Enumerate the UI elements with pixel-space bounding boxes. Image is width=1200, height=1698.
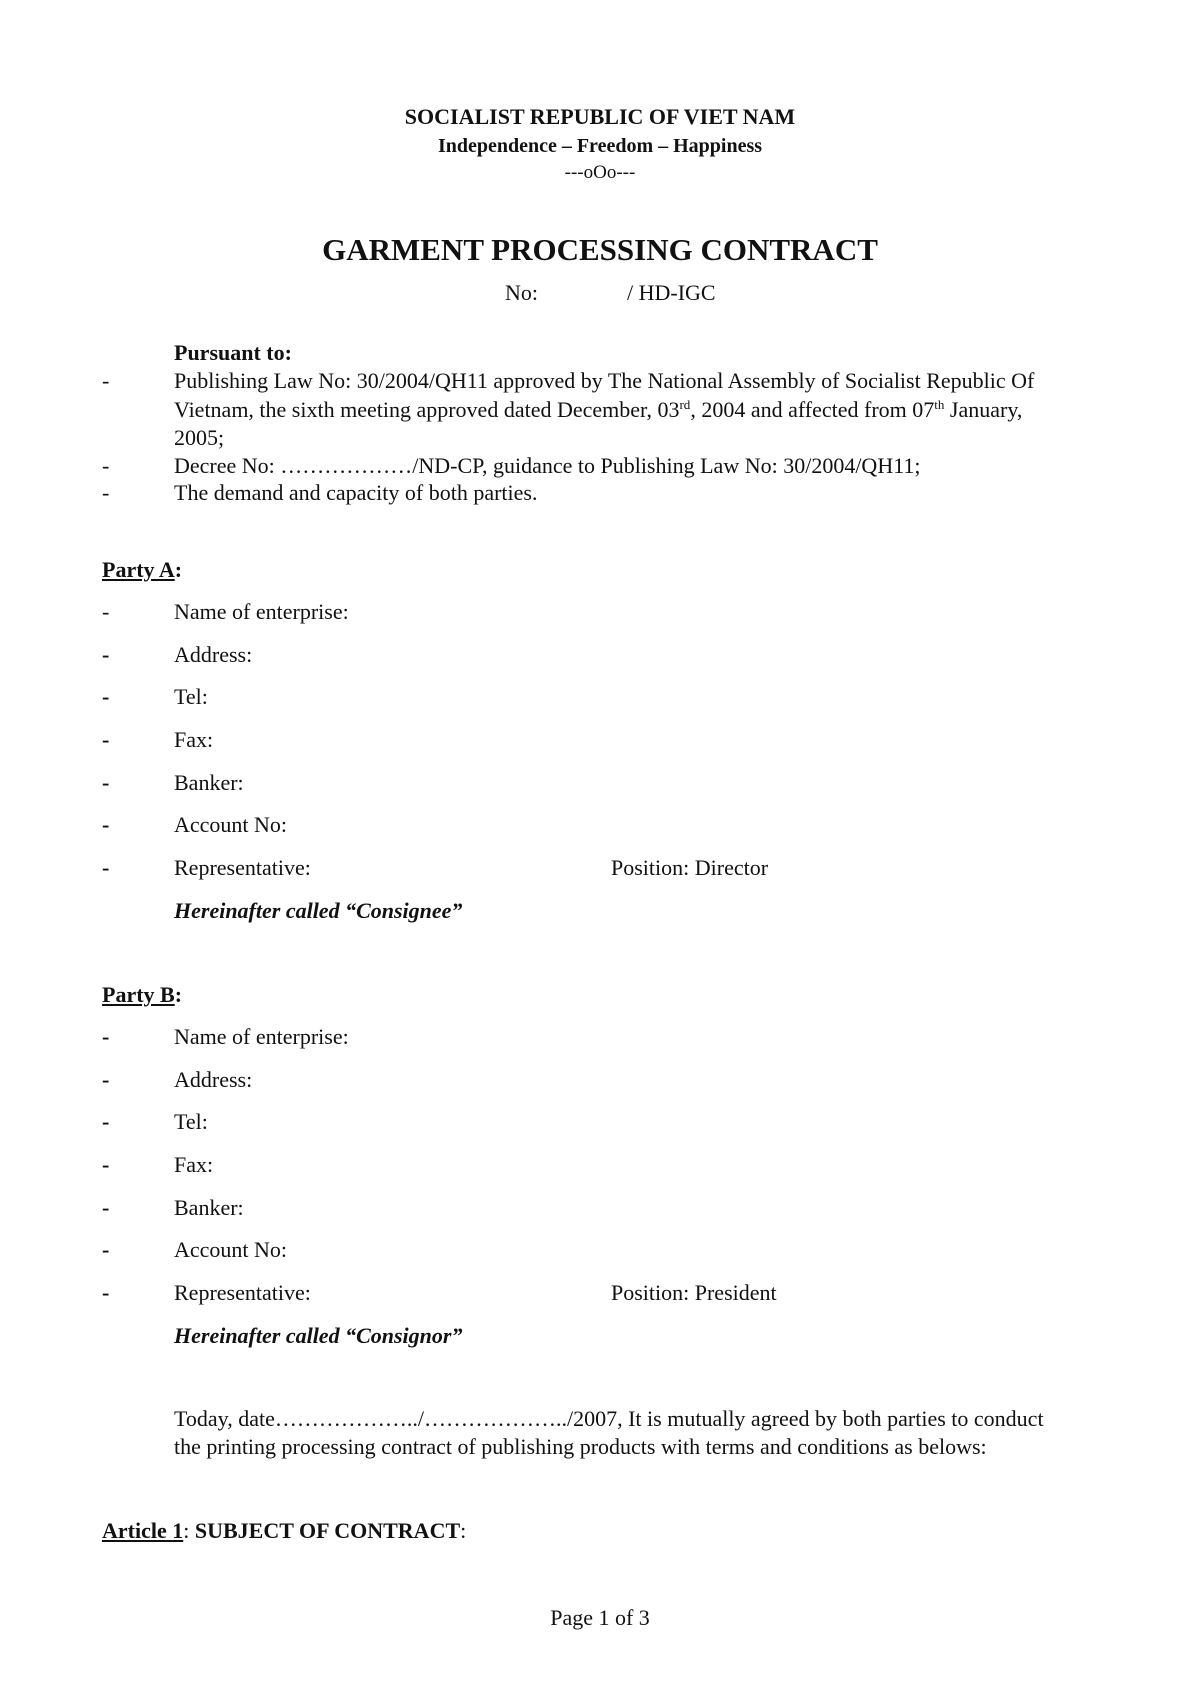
party-b-called: Hereinafter called “Consignor” — [174, 1323, 463, 1348]
bullet-dash: - — [102, 453, 110, 478]
law-text: , 2004 and affected from 07 — [690, 397, 935, 422]
party-b-label: Party B — [102, 982, 175, 1007]
party-a-enterprise-name: Name of enterprise: — [174, 599, 349, 624]
party-b-account-no: Account No: — [174, 1237, 288, 1262]
bullet-dash: - — [102, 727, 110, 752]
heading-colon: : — [174, 982, 183, 1007]
party-a-account-no: Account No: — [174, 812, 288, 837]
ordinal-suffix: th — [934, 397, 945, 412]
publishing-law-line-1: Publishing Law No: 30/2004/QH11 approved by The National Assembly of Socialist Republic Of — [174, 368, 1035, 393]
demand-line: The demand and capacity of both parties. — [174, 480, 538, 505]
country-name: SOCIALIST REPUBLIC OF VIET NAM — [404, 104, 796, 129]
agreement-line-1: Today, date………………../………………../2007, It is mutually agreed by both parties to conduct — [174, 1406, 1044, 1431]
ornament: ---oOo--- — [564, 162, 636, 183]
publishing-law-line-3: 2005; — [174, 425, 225, 450]
law-text: January, — [944, 397, 1023, 422]
bullet-dash: - — [102, 770, 110, 795]
party-b-enterprise-name: Name of enterprise: — [174, 1024, 349, 1049]
bullet-dash: - — [102, 1280, 110, 1305]
party-a-called: Hereinafter called “Consignee” — [174, 898, 463, 923]
bullet-dash: - — [102, 1109, 110, 1134]
party-a-tel: Tel: — [174, 684, 208, 709]
contract-no-suffix: / HD-IGC — [627, 280, 716, 305]
party-a-address: Address: — [174, 642, 253, 667]
party-a-position: Position: Director — [611, 855, 769, 880]
publishing-law-line-2 — [174, 397, 1022, 423]
bullet-dash: - — [102, 480, 110, 505]
party-a-fax: Fax: — [174, 727, 214, 752]
bullet-dash: - — [102, 1067, 110, 1092]
bullet-dash: - — [102, 368, 110, 393]
bullet-dash: - — [102, 812, 110, 837]
agreement-line-2: the printing processing contract of publishing products with terms and conditions as belows: — [174, 1434, 987, 1459]
bullet-dash: - — [102, 684, 110, 709]
party-a-label: Party A — [102, 557, 175, 582]
national-motto: Independence – Freedom – Happiness — [437, 135, 763, 157]
article-1-title: SUBJECT OF CONTRACT — [194, 1518, 461, 1543]
article-1-heading — [102, 1518, 466, 1544]
bullet-dash: - — [102, 855, 110, 880]
bullet-dash: - — [102, 1024, 110, 1049]
party-b-fax: Fax: — [174, 1152, 214, 1177]
heading-colon: : — [174, 557, 183, 582]
pursuant-heading: Pursuant to: — [174, 340, 292, 365]
party-b-heading — [102, 982, 182, 1008]
party-b-position: Position: President — [611, 1280, 777, 1305]
article-1-label: Article 1 — [102, 1518, 184, 1543]
party-b-address: Address: — [174, 1067, 253, 1092]
ordinal-suffix: rd — [679, 397, 691, 412]
party-b-representative: Representative: — [174, 1280, 311, 1305]
party-a-banker: Banker: — [174, 770, 244, 795]
contract-title: GARMENT PROCESSING CONTRACT — [322, 232, 878, 267]
bullet-dash: - — [102, 1195, 110, 1220]
bullet-dash: - — [102, 642, 110, 667]
bullet-dash: - — [102, 1152, 110, 1177]
page-number: Page 1 of 3 — [550, 1605, 650, 1630]
bullet-dash: - — [102, 1237, 110, 1262]
article-colon: : — [183, 1518, 195, 1543]
bullet-dash: - — [102, 599, 110, 624]
party-b-tel: Tel: — [174, 1109, 208, 1134]
decree-line: Decree No: ………………/ND-CP, guidance to Publishing Law No: 30/2004/QH11; — [174, 453, 921, 478]
party-b-banker: Banker: — [174, 1195, 244, 1220]
party-a-representative: Representative: — [174, 855, 311, 880]
article-colon: : — [460, 1518, 467, 1543]
contract-no-label: No: — [505, 280, 538, 305]
party-a-heading — [102, 557, 182, 583]
law-text: Vietnam, the sixth meeting approved dated December, 03 — [174, 397, 680, 422]
